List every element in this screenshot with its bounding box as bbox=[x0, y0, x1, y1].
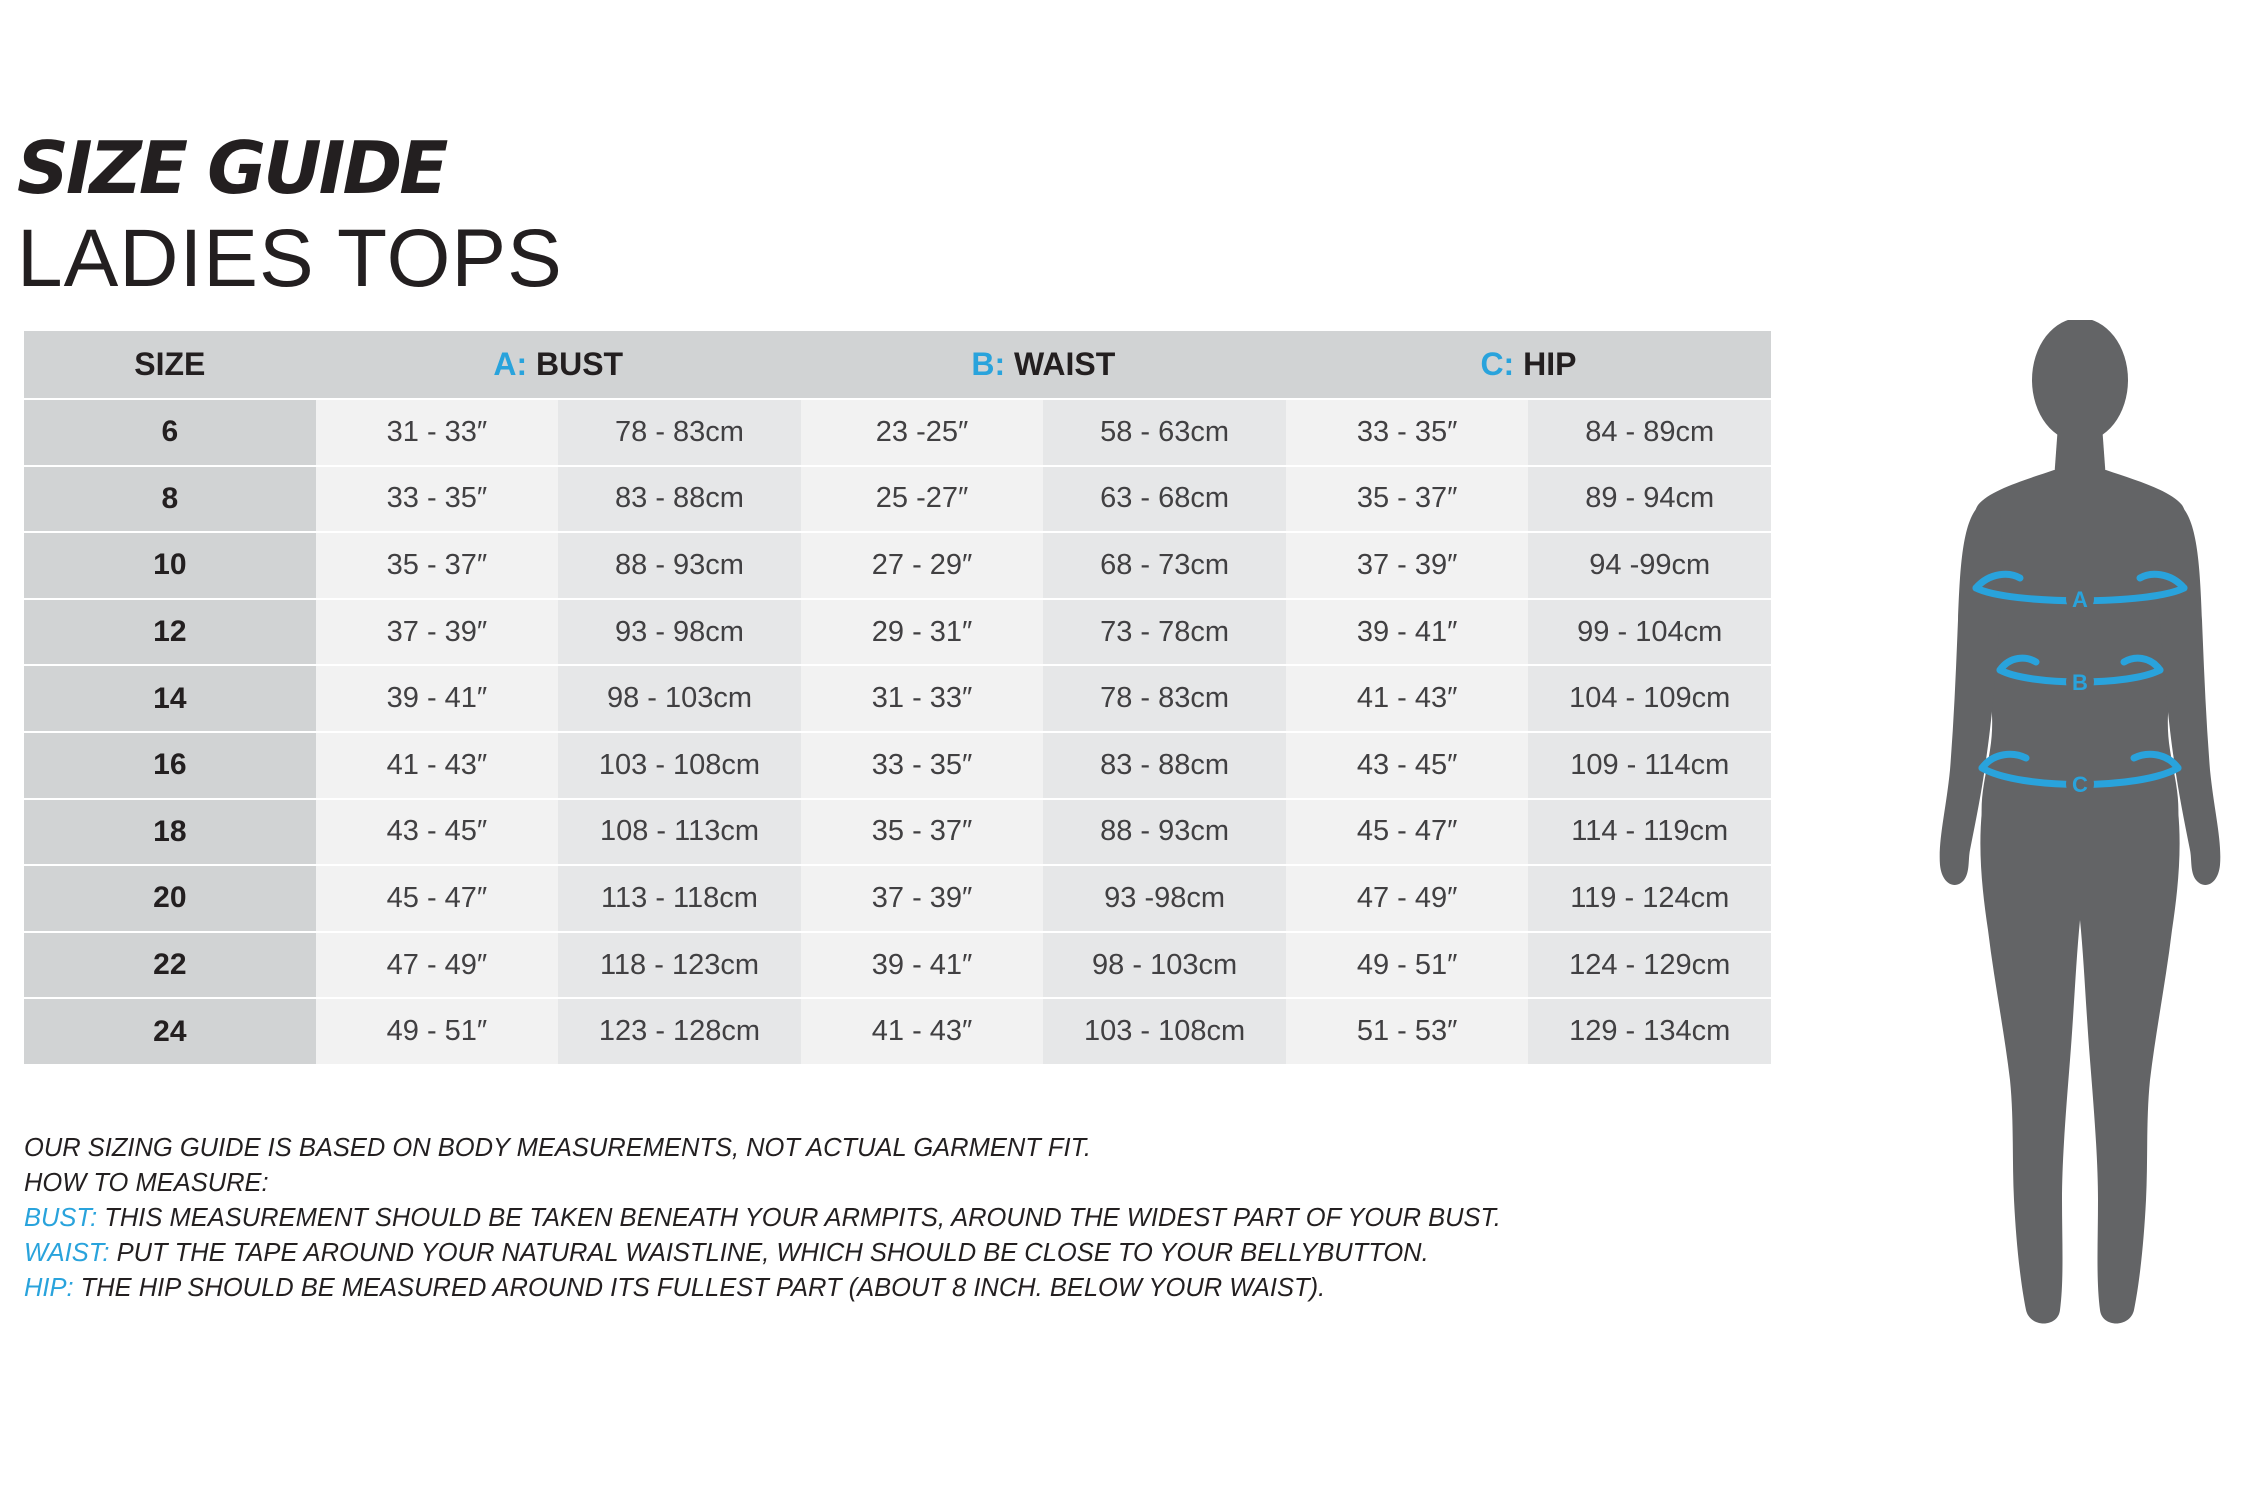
bust-inches-cell: 35 - 37″ bbox=[316, 531, 559, 598]
hip-inches-cell: 41 - 43″ bbox=[1286, 664, 1529, 731]
size-cell: 20 bbox=[24, 864, 316, 931]
bust-header-label: BUST bbox=[535, 346, 624, 382]
hip-inches-cell: 35 - 37″ bbox=[1286, 465, 1529, 532]
bust-instruction bbox=[24, 1201, 1524, 1236]
table-row bbox=[24, 864, 1771, 931]
bust-column-header bbox=[316, 331, 801, 398]
waist-cm-cell: 88 - 93cm bbox=[1043, 798, 1286, 865]
waist-inches-cell: 31 - 33″ bbox=[801, 664, 1044, 731]
hip-inches-cell: 51 - 53″ bbox=[1286, 997, 1529, 1064]
hip-instruction bbox=[24, 1271, 1524, 1306]
tape-label-c: C bbox=[2072, 772, 2088, 797]
bust-inches-cell: 41 - 43″ bbox=[316, 731, 559, 798]
size-cell: 22 bbox=[24, 931, 316, 998]
waist-instruction bbox=[24, 1236, 1524, 1271]
hip-inches-cell: 43 - 45″ bbox=[1286, 731, 1529, 798]
table-row bbox=[24, 531, 1771, 598]
hip-cm-cell: 94 -99cm bbox=[1528, 531, 1771, 598]
bust-inches-cell: 49 - 51″ bbox=[316, 997, 559, 1064]
hip-inches-cell: 45 - 47″ bbox=[1286, 798, 1529, 865]
bust-letter: A: bbox=[493, 346, 528, 382]
waist-inches-cell: 27 - 29″ bbox=[801, 531, 1044, 598]
waist-inches-cell: 35 - 37″ bbox=[801, 798, 1044, 865]
table-row bbox=[24, 398, 1771, 465]
waist-cm-cell: 73 - 78cm bbox=[1043, 598, 1286, 665]
hip-column-header bbox=[1286, 331, 1771, 398]
size-cell: 10 bbox=[24, 531, 316, 598]
hip-inches-cell: 49 - 51″ bbox=[1286, 931, 1529, 998]
page-title: SIZE GUIDE bbox=[17, 126, 446, 210]
hip-letter: C: bbox=[1480, 346, 1515, 382]
size-cell: 6 bbox=[24, 398, 316, 465]
measurement-notes bbox=[24, 1131, 1524, 1306]
size-cell: 18 bbox=[24, 798, 316, 865]
waist-letter: B: bbox=[971, 346, 1006, 382]
bust-inches-cell: 31 - 33″ bbox=[316, 398, 559, 465]
waist-cm-cell: 58 - 63cm bbox=[1043, 398, 1286, 465]
waist-inches-cell: 29 - 31″ bbox=[801, 598, 1044, 665]
waist-cm-cell: 83 - 88cm bbox=[1043, 731, 1286, 798]
size-cell: 14 bbox=[24, 664, 316, 731]
hip-cm-cell: 99 - 104cm bbox=[1528, 598, 1771, 665]
hip-cm-cell: 84 - 89cm bbox=[1528, 398, 1771, 465]
waist-instruction-text: PUT THE TAPE AROUND YOUR NATURAL WAISTLINE, WHICH SHOULD BE CLOSE TO YOUR BELLYBUTTON. bbox=[109, 1239, 1429, 1267]
bust-cm-cell: 98 - 103cm bbox=[558, 664, 801, 731]
bust-inches-cell: 37 - 39″ bbox=[316, 598, 559, 665]
size-cell: 8 bbox=[24, 465, 316, 532]
waist-cm-cell: 78 - 83cm bbox=[1043, 664, 1286, 731]
bust-inches-cell: 45 - 47″ bbox=[316, 864, 559, 931]
page-subtitle: LADIES TOPS bbox=[17, 213, 563, 304]
bust-cm-cell: 78 - 83cm bbox=[558, 398, 801, 465]
hip-cm-cell: 114 - 119cm bbox=[1528, 798, 1771, 865]
waist-inches-cell: 37 - 39″ bbox=[801, 864, 1044, 931]
bust-cm-cell: 88 - 93cm bbox=[558, 531, 801, 598]
waist-inches-cell: 23 -25″ bbox=[801, 398, 1044, 465]
hip-cm-cell: 124 - 129cm bbox=[1528, 931, 1771, 998]
waist-cm-cell: 63 - 68cm bbox=[1043, 465, 1286, 532]
waist-column-header bbox=[801, 331, 1286, 398]
table-row bbox=[24, 598, 1771, 665]
hip-cm-cell: 119 - 124cm bbox=[1528, 864, 1771, 931]
size-column-header: SIZE bbox=[24, 331, 316, 398]
bust-cm-cell: 113 - 118cm bbox=[558, 864, 801, 931]
bust-inches-cell: 33 - 35″ bbox=[316, 465, 559, 532]
size-table bbox=[24, 331, 1771, 1064]
hip-cm-cell: 129 - 134cm bbox=[1528, 997, 1771, 1064]
bust-cm-cell: 103 - 108cm bbox=[558, 731, 801, 798]
silhouette-shape bbox=[1940, 320, 2221, 1324]
hip-instruction-label: HIP: bbox=[24, 1274, 74, 1302]
hip-inches-cell: 37 - 39″ bbox=[1286, 531, 1529, 598]
table-row bbox=[24, 664, 1771, 731]
hip-inches-cell: 33 - 35″ bbox=[1286, 398, 1529, 465]
hip-cm-cell: 89 - 94cm bbox=[1528, 465, 1771, 532]
bust-instruction-text: THIS MEASUREMENT SHOULD BE TAKEN BENEATH YOUR ARMPITS, AROUND THE WIDEST PART OF YOUR BUST. bbox=[97, 1204, 1501, 1232]
hip-inches-cell: 39 - 41″ bbox=[1286, 598, 1529, 665]
table-row bbox=[24, 931, 1771, 998]
table-row bbox=[24, 465, 1771, 532]
table-row bbox=[24, 731, 1771, 798]
size-cell: 12 bbox=[24, 598, 316, 665]
how-to-measure-heading: HOW TO MEASURE: bbox=[24, 1169, 269, 1197]
size-cell: 16 bbox=[24, 731, 316, 798]
table-header-row bbox=[24, 331, 1771, 398]
tape-label-b: B bbox=[2072, 670, 2088, 695]
bust-cm-cell: 108 - 113cm bbox=[558, 798, 801, 865]
hip-header-label: HIP bbox=[1523, 346, 1577, 382]
bust-instruction-label: BUST: bbox=[24, 1204, 98, 1232]
hip-cm-cell: 104 - 109cm bbox=[1528, 664, 1771, 731]
hip-cm-cell: 109 - 114cm bbox=[1528, 731, 1771, 798]
waist-cm-cell: 103 - 108cm bbox=[1043, 997, 1286, 1064]
bust-cm-cell: 83 - 88cm bbox=[558, 465, 801, 532]
bust-inches-cell: 39 - 41″ bbox=[316, 664, 559, 731]
waist-inches-cell: 39 - 41″ bbox=[801, 931, 1044, 998]
waist-header-label: WAIST bbox=[1013, 346, 1116, 382]
waist-instruction-label: WAIST: bbox=[24, 1239, 110, 1267]
waist-inches-cell: 25 -27″ bbox=[801, 465, 1044, 532]
body-silhouette-figure bbox=[1930, 320, 2230, 1340]
body-silhouette-icon bbox=[1930, 320, 2230, 1340]
waist-cm-cell: 98 - 103cm bbox=[1043, 931, 1286, 998]
bust-cm-cell: 118 - 123cm bbox=[558, 931, 801, 998]
waist-inches-cell: 41 - 43″ bbox=[801, 997, 1044, 1064]
hip-instruction-text: THE HIP SHOULD BE MEASURED AROUND ITS FULLEST PART (ABOUT 8 INCH. BELOW YOUR WAIST). bbox=[73, 1274, 1326, 1302]
bust-inches-cell: 47 - 49″ bbox=[316, 931, 559, 998]
table-row bbox=[24, 997, 1771, 1064]
size-cell: 24 bbox=[24, 997, 316, 1064]
table-row bbox=[24, 798, 1771, 865]
hip-inches-cell: 47 - 49″ bbox=[1286, 864, 1529, 931]
waist-cm-cell: 93 -98cm bbox=[1043, 864, 1286, 931]
bust-cm-cell: 93 - 98cm bbox=[558, 598, 801, 665]
tape-label-a: A bbox=[2072, 587, 2088, 612]
waist-cm-cell: 68 - 73cm bbox=[1043, 531, 1286, 598]
sizing-disclaimer: OUR SIZING GUIDE IS BASED ON BODY MEASUREMENTS, NOT ACTUAL GARMENT FIT. bbox=[24, 1134, 1091, 1162]
bust-cm-cell: 123 - 128cm bbox=[558, 997, 801, 1064]
bust-inches-cell: 43 - 45″ bbox=[316, 798, 559, 865]
waist-inches-cell: 33 - 35″ bbox=[801, 731, 1044, 798]
